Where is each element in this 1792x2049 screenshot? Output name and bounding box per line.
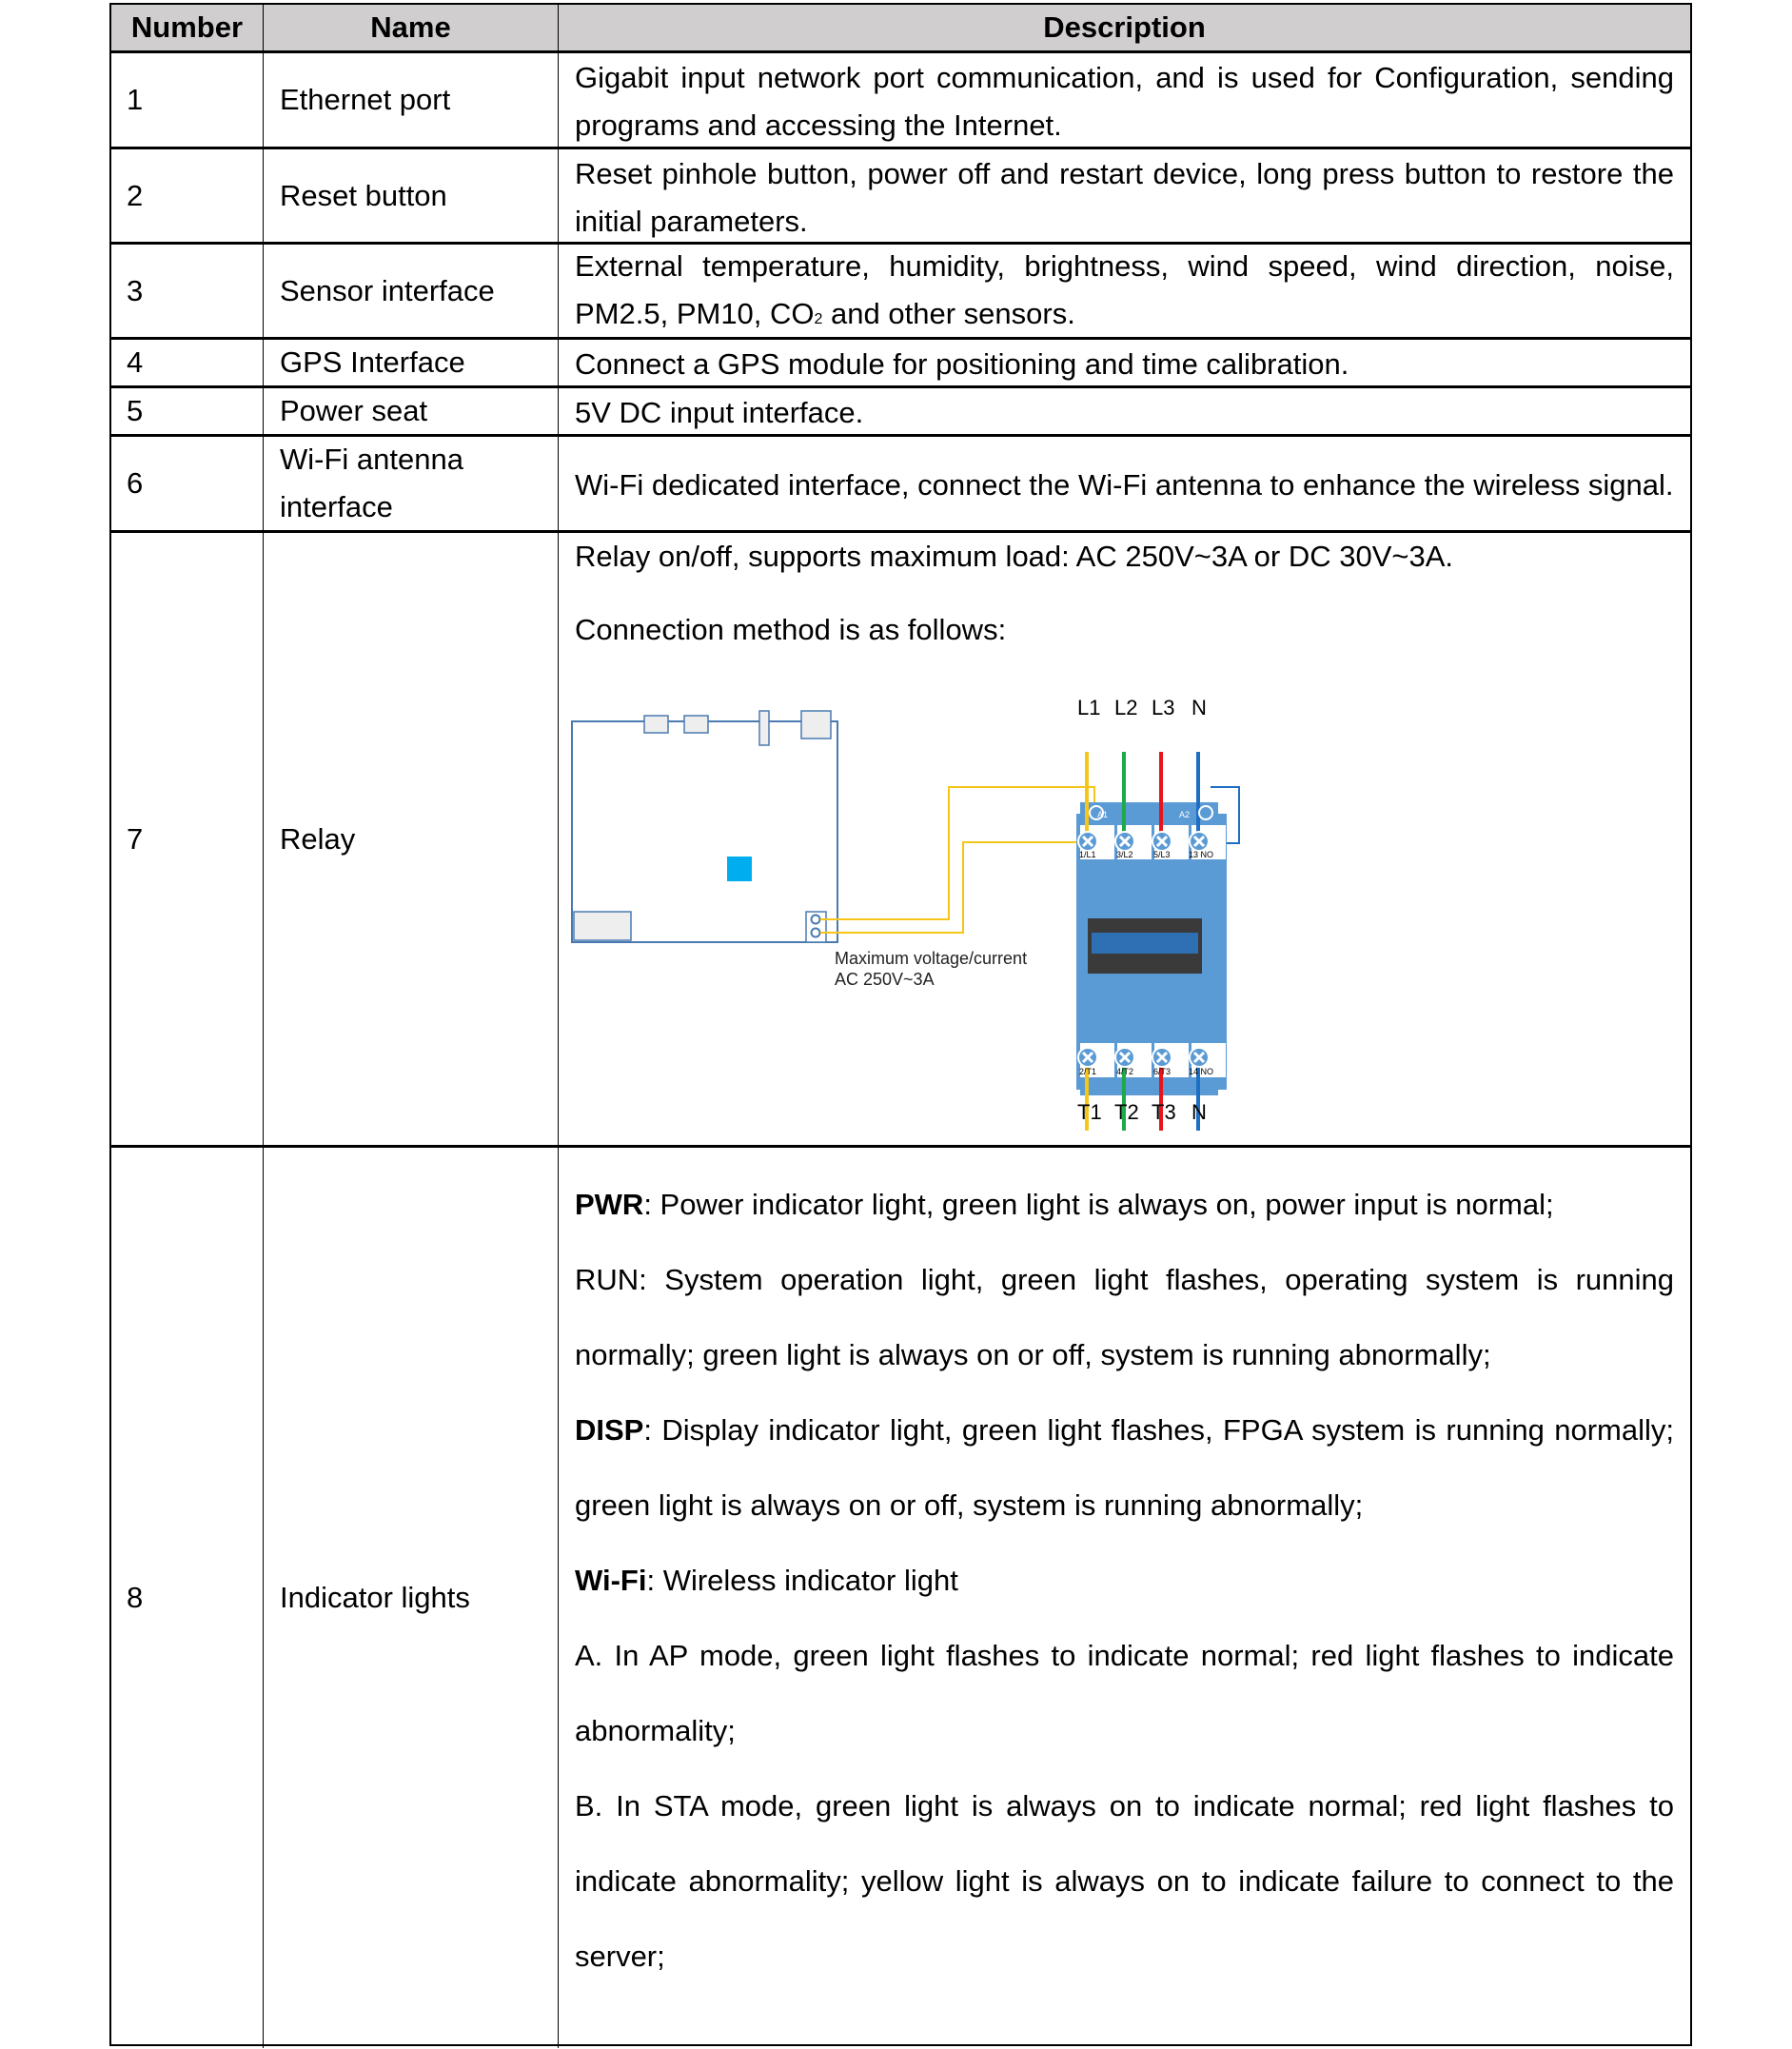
row-number: 4 xyxy=(111,340,264,385)
load-label: T1 xyxy=(1077,1100,1102,1124)
terminal-label: 2/T1 xyxy=(1079,1067,1097,1076)
relay-wiring-diagram xyxy=(559,533,1691,1148)
indicator-item-wifi xyxy=(575,1543,1674,1618)
row-description xyxy=(559,340,1690,385)
row-name: Ethernet port xyxy=(264,53,559,147)
table-row-indicators xyxy=(111,1148,1690,2048)
terminal-label: 1/L1 xyxy=(1079,850,1096,859)
terminal-label: 4/T2 xyxy=(1116,1067,1134,1076)
indicator-text: A. In AP mode, green light flashes to indicate normal; red light flashes to indicate abnormality; xyxy=(575,1639,1674,1747)
terminal-label: A1 xyxy=(1097,810,1109,819)
device-interface-table xyxy=(109,3,1692,2046)
indicator-text: : Wireless indicator light xyxy=(646,1564,958,1597)
row-number: 5 xyxy=(111,388,264,434)
description-text: 5V DC input interface. xyxy=(575,396,864,429)
terminal-label: 5/L3 xyxy=(1153,850,1171,859)
terminal-label: 14 NO xyxy=(1189,1067,1214,1076)
header-name: Name xyxy=(264,5,559,50)
load-label: N xyxy=(1191,1100,1207,1124)
subscript-2: 2 xyxy=(814,310,823,327)
description-pre: External temperature, humidity, brightness, wind speed, wind direction, noise, PM2.5, PM10, CO xyxy=(575,248,1674,330)
terminal-label: 6/T3 xyxy=(1153,1067,1172,1076)
diagram-caption: AC 250V~3A xyxy=(835,970,935,989)
load-label: T3 xyxy=(1152,1100,1176,1124)
indicator-text: : Display indicator light, green light flashes, FPGA system is running normally; green light is always on or off, system is running abnormally; xyxy=(575,1413,1674,1522)
row-description xyxy=(559,388,1690,434)
row-number: 3 xyxy=(111,245,264,337)
controller-board-icon xyxy=(572,711,837,942)
terminal-label: 3/L2 xyxy=(1116,850,1133,859)
row-name: Sensor interface xyxy=(264,245,559,337)
header-number: Number xyxy=(111,5,264,50)
phase-label: N xyxy=(1191,696,1207,719)
row-description xyxy=(559,53,1690,147)
connection-method-text: Connection method is as follows: xyxy=(575,613,1007,646)
indicator-item-disp xyxy=(575,1392,1674,1543)
row-name: Indicator lights xyxy=(264,1148,559,2048)
indicator-label: Wi-Fi xyxy=(575,1564,647,1597)
description-text: Reset pinhole button, power off and restart device, long press button to restore the initial parameters. xyxy=(575,156,1674,238)
phase-label: L3 xyxy=(1152,696,1175,719)
indicator-text: B. In STA mode, green light is always on to indicate normal; red light flashes to indicate abnormality; yellow light is always on to indicate failure to connect to the server; xyxy=(575,1789,1674,1973)
indicator-label: DISP xyxy=(575,1413,644,1447)
terminal-label: A2 xyxy=(1179,810,1191,819)
description-text: Gigabit input network port communication, and is used for Configuration, sending programs and accessing the Internet. xyxy=(575,61,1674,142)
row-name: GPS Interface xyxy=(264,340,559,385)
row-description xyxy=(559,1148,1690,2048)
row-number: 6 xyxy=(111,437,264,530)
terminal-label: 13 NO xyxy=(1189,850,1214,859)
header-description: Description xyxy=(1043,10,1206,44)
indicator-list xyxy=(575,1167,1674,1994)
indicator-text: : Power indicator light, green light is always on, power input is normal; xyxy=(643,1188,1554,1221)
control-wires xyxy=(820,787,1094,933)
row-number: 2 xyxy=(111,149,264,242)
row-number: 7 xyxy=(111,533,264,1145)
row-description xyxy=(559,245,1690,337)
indicator-text: RUN: System operation light, green light flashes, operating system is running normally; green light is always on or off, system is running abnormally; xyxy=(575,1263,1674,1371)
description-text xyxy=(575,243,1674,344)
phase-label: L2 xyxy=(1114,696,1138,719)
table-row xyxy=(111,149,1690,245)
indicator-item-ap-mode xyxy=(575,1618,1674,1768)
table-row xyxy=(111,388,1690,437)
indicator-label: PWR xyxy=(575,1188,644,1221)
row-name: Reset button xyxy=(264,149,559,242)
row-description xyxy=(559,149,1690,242)
row-name: Power seat xyxy=(264,388,559,434)
description-post: and other sensors. xyxy=(822,296,1075,330)
table-row xyxy=(111,340,1690,388)
table-row xyxy=(111,245,1690,340)
table-row-relay xyxy=(111,533,1690,1148)
row-description xyxy=(559,437,1690,530)
description-text: Connect a GPS module for positioning and time calibration. xyxy=(575,347,1349,381)
indicator-item-run xyxy=(575,1242,1674,1392)
row-name: Wi-Fi antenna interface xyxy=(264,437,559,530)
row-number: 1 xyxy=(111,53,264,147)
row-number: 8 xyxy=(111,1148,264,2048)
table-row xyxy=(111,53,1690,149)
table-row xyxy=(111,437,1690,533)
row-name: Relay xyxy=(264,533,559,1145)
indicator-item-pwr xyxy=(575,1167,1674,1242)
relay-load-text: Relay on/off, supports maximum load: AC 250V~3A or DC 30V~3A. xyxy=(575,540,1454,573)
load-label: T2 xyxy=(1114,1100,1139,1124)
table-header-row xyxy=(111,5,1690,53)
row-description xyxy=(559,533,1690,1145)
diagram-caption: Maximum voltage/current xyxy=(835,949,1028,968)
description-text: Wi-Fi dedicated interface, connect the Wi-Fi antenna to enhance the wireless signal. xyxy=(575,468,1674,502)
phase-label: L1 xyxy=(1077,696,1101,719)
indicator-item-sta-mode xyxy=(575,1768,1674,1994)
